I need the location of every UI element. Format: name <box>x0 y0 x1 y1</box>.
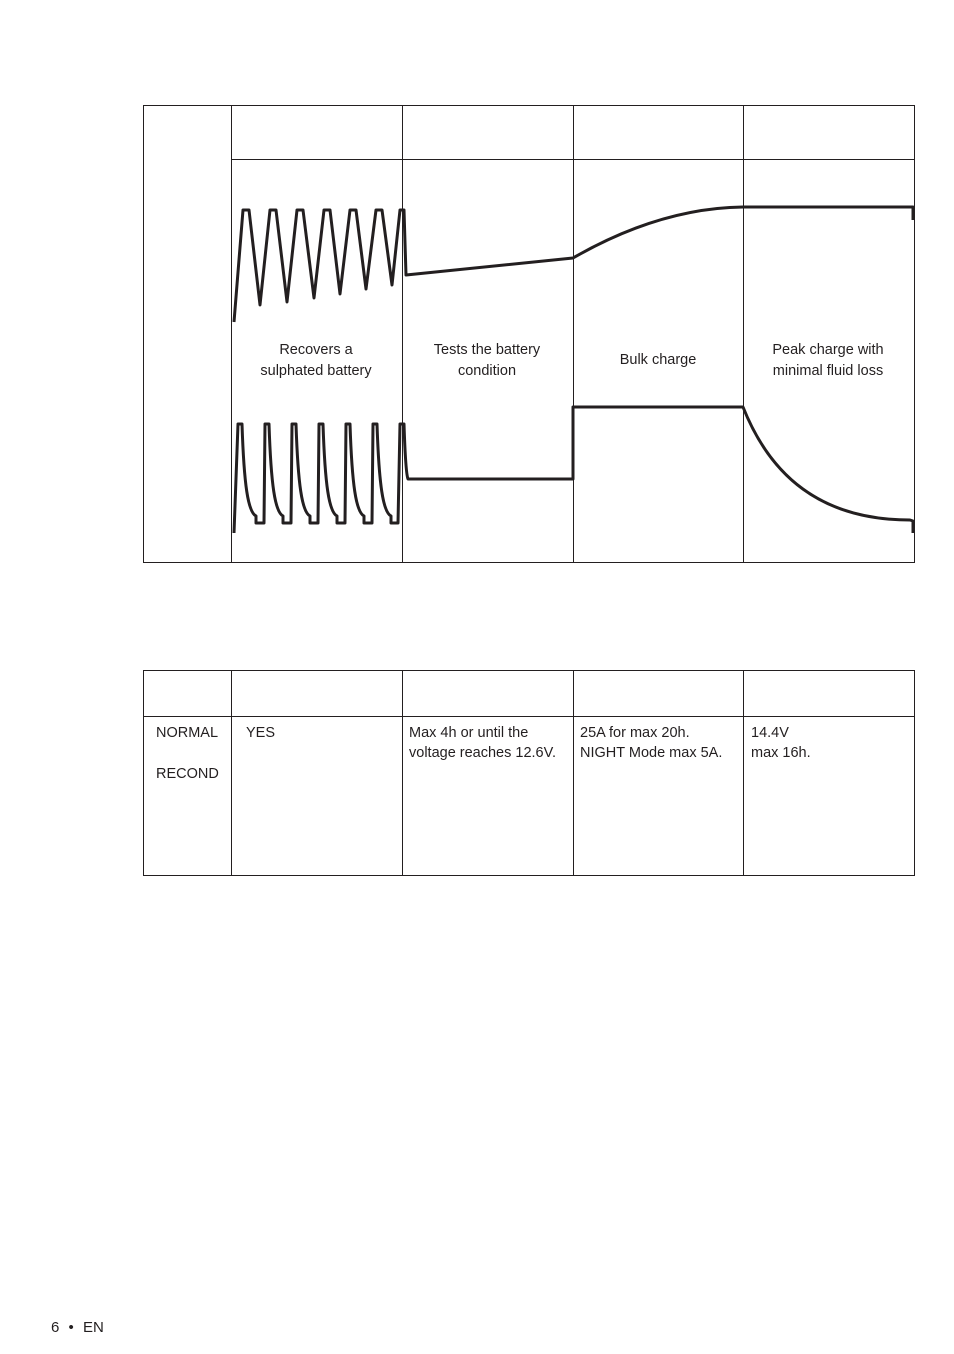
stage-absorption-description: Peak charge with minimal fluid loss <box>772 342 884 379</box>
stage-desulphation-description: Recovers a sulphated battery <box>260 342 372 379</box>
footer-separator: • <box>68 1319 74 1336</box>
spec-divider-4 <box>743 670 744 876</box>
voltage-curve <box>234 207 913 322</box>
charge-curves <box>0 0 954 600</box>
absorption-value: 14.4V max 16h. <box>751 725 811 761</box>
spec-header-line <box>143 716 915 717</box>
spec-table-frame <box>143 670 915 876</box>
mode-normal: NORMAL <box>156 725 219 741</box>
language-code: EN <box>82 1319 104 1336</box>
bulk-value: 25A for max 20h. NIGHT Mode max 5A. <box>580 725 723 761</box>
stage-bulk-description: Bulk charge <box>619 352 697 368</box>
page-footer <box>51 1319 104 1337</box>
spec-divider-3 <box>573 670 574 876</box>
mode-recond: RECOND <box>156 766 219 782</box>
spec-divider-2 <box>402 670 403 876</box>
analysis-value: Max 4h or until the voltage reaches 12.6V. <box>409 725 556 761</box>
desulphation-value: YES <box>246 725 276 741</box>
current-curve <box>234 407 913 533</box>
page-number: 6 <box>51 1319 60 1336</box>
spec-divider-1 <box>231 670 232 876</box>
stage-analysis-description: Tests the battery condition <box>433 342 541 379</box>
